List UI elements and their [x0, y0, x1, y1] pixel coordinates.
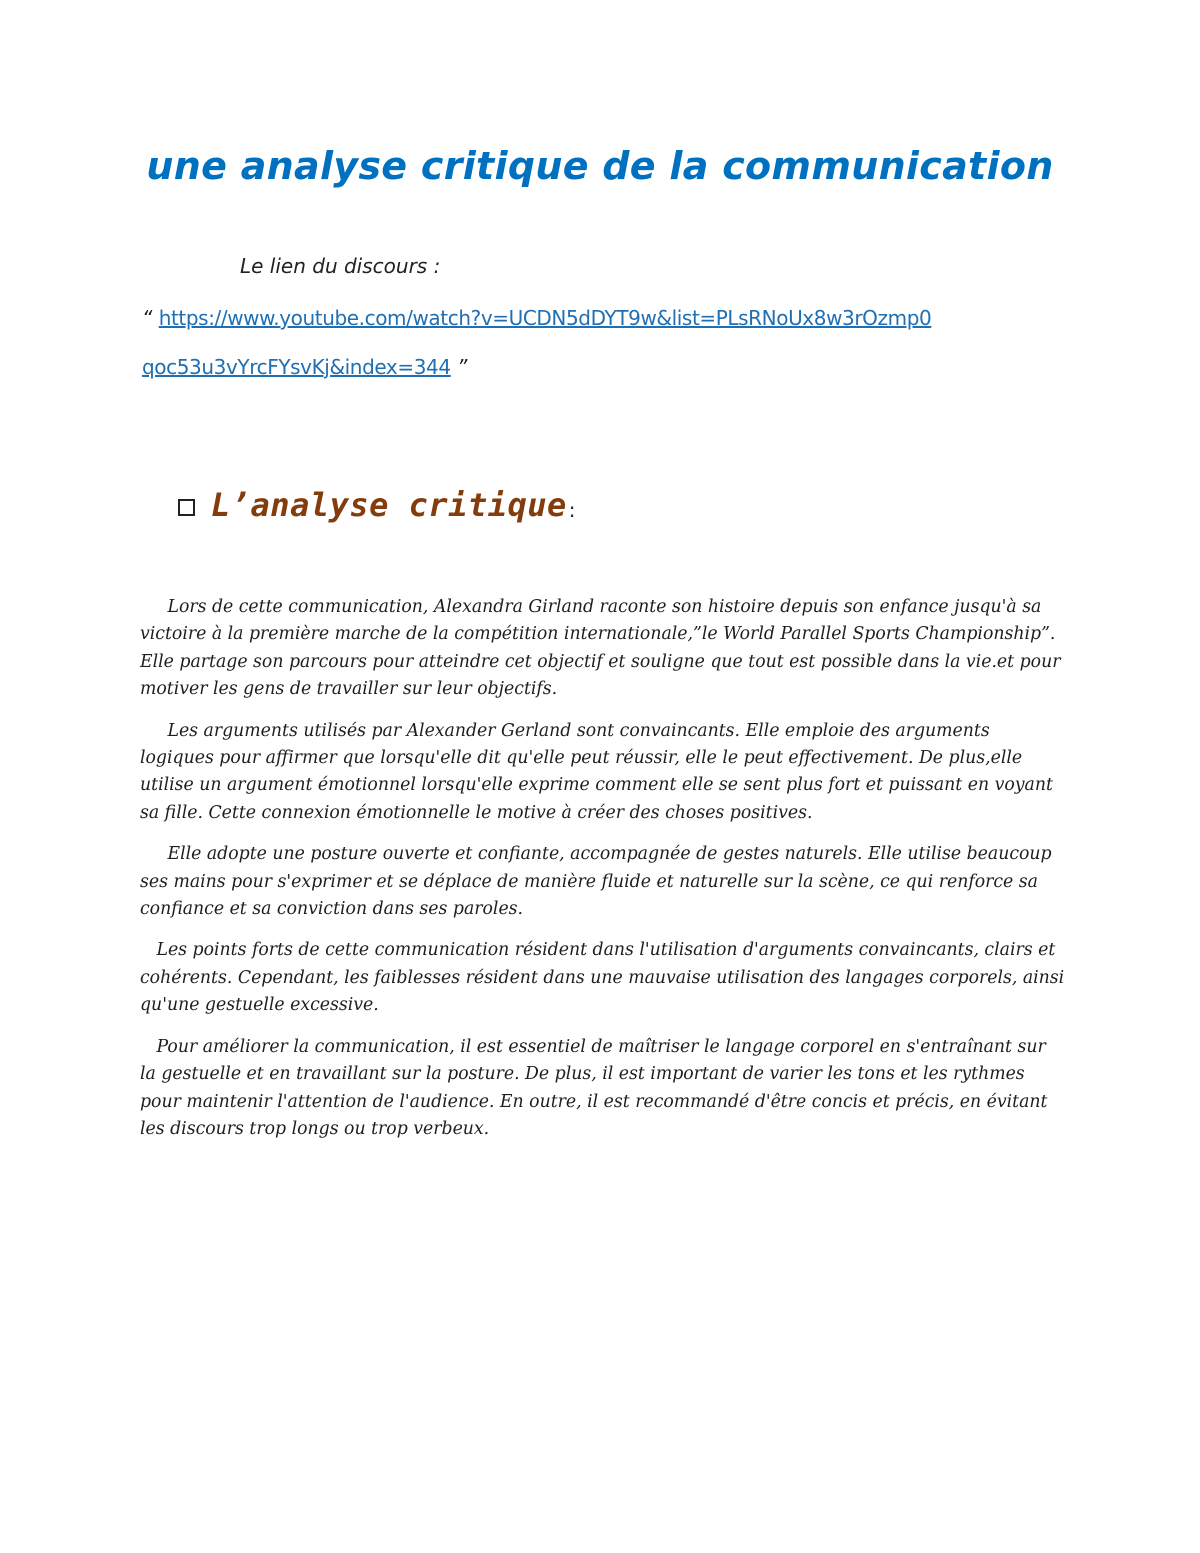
video-link-part-2[interactable]: qoc53u3vYrcFYsvKj&index=344 — [142, 355, 451, 379]
paragraph-3: Elle adopte une posture ouverte et confiante, accompagnée de gestes naturels. Elle utilise beaucoup ses mains pour s'exprimer et se déplace de manière fluide et naturelle sur la scène, ce qui renforce sa confiance et sa conviction dans ses paroles. — [140, 844, 1058, 920]
paragraph-2: Les arguments utilisés par Alexander Gerland sont convaincants. Elle emploie des arguments logiques pour affirmer que lorsqu'elle dit qu'elle peut réussir, elle le peut effectivement. De plus,elle utilise un argument émotionnel lorsqu'elle exprime comment elle se sent plus fort et puissant en voyant sa fille. Cette connexion émotionnelle le motive à créer des choses positives. — [140, 720, 1059, 823]
video-link-part-1[interactable]: https://www.youtube.com/watch?v=UCDN5dDYT9w&list=PLsRNoUx8w3rOzmp0 — [158, 306, 932, 330]
body-text — [140, 594, 1070, 1157]
open-quote: “ — [142, 306, 159, 330]
paragraph-4: Les points forts de cette communication résident dans l'utilisation d'arguments convaincants, clairs et cohérents. Cependant, les faiblesses résident dans une mauvaise utilisation des langages corporels, ainsi qu'une gestuelle excessive. — [140, 940, 1070, 1016]
checkbox-icon — [178, 499, 195, 516]
link-line-1 — [142, 306, 931, 330]
document-title: une analyse critique de la communication — [146, 144, 1054, 188]
paragraph-5: Pour améliorer la communication, il est essentiel de maîtriser le langage corporel en s'entraînant sur la gestuelle et en travaillant sur la posture. De plus, il est important de varier les tons et les rythmes pour maintenir l'attention de l'audience. En outre, il est recommandé d'être concis et précis, en évitant les discours trop longs ou trop verbeux. — [140, 1036, 1053, 1139]
link-line-2 — [142, 355, 467, 379]
link-label: Le lien du discours : — [240, 254, 441, 278]
paragraph-1: Lors de cette communication, Alexandra Girland raconte son histoire depuis son enfance jusqu'à sa victoire à la première marche de la compétition internationale,”le World Parallel Sports Championship”. Elle partage son parcours pour atteindre cet objectif et souligne que tout est possible dans la vie.et pour motiver les gens de travailler sur leur objectifs. — [140, 597, 1066, 700]
section-colon: : — [568, 498, 576, 522]
section-title: L’analyse critique — [211, 486, 567, 524]
close-quote: ” — [450, 355, 468, 379]
section-heading — [178, 486, 576, 524]
